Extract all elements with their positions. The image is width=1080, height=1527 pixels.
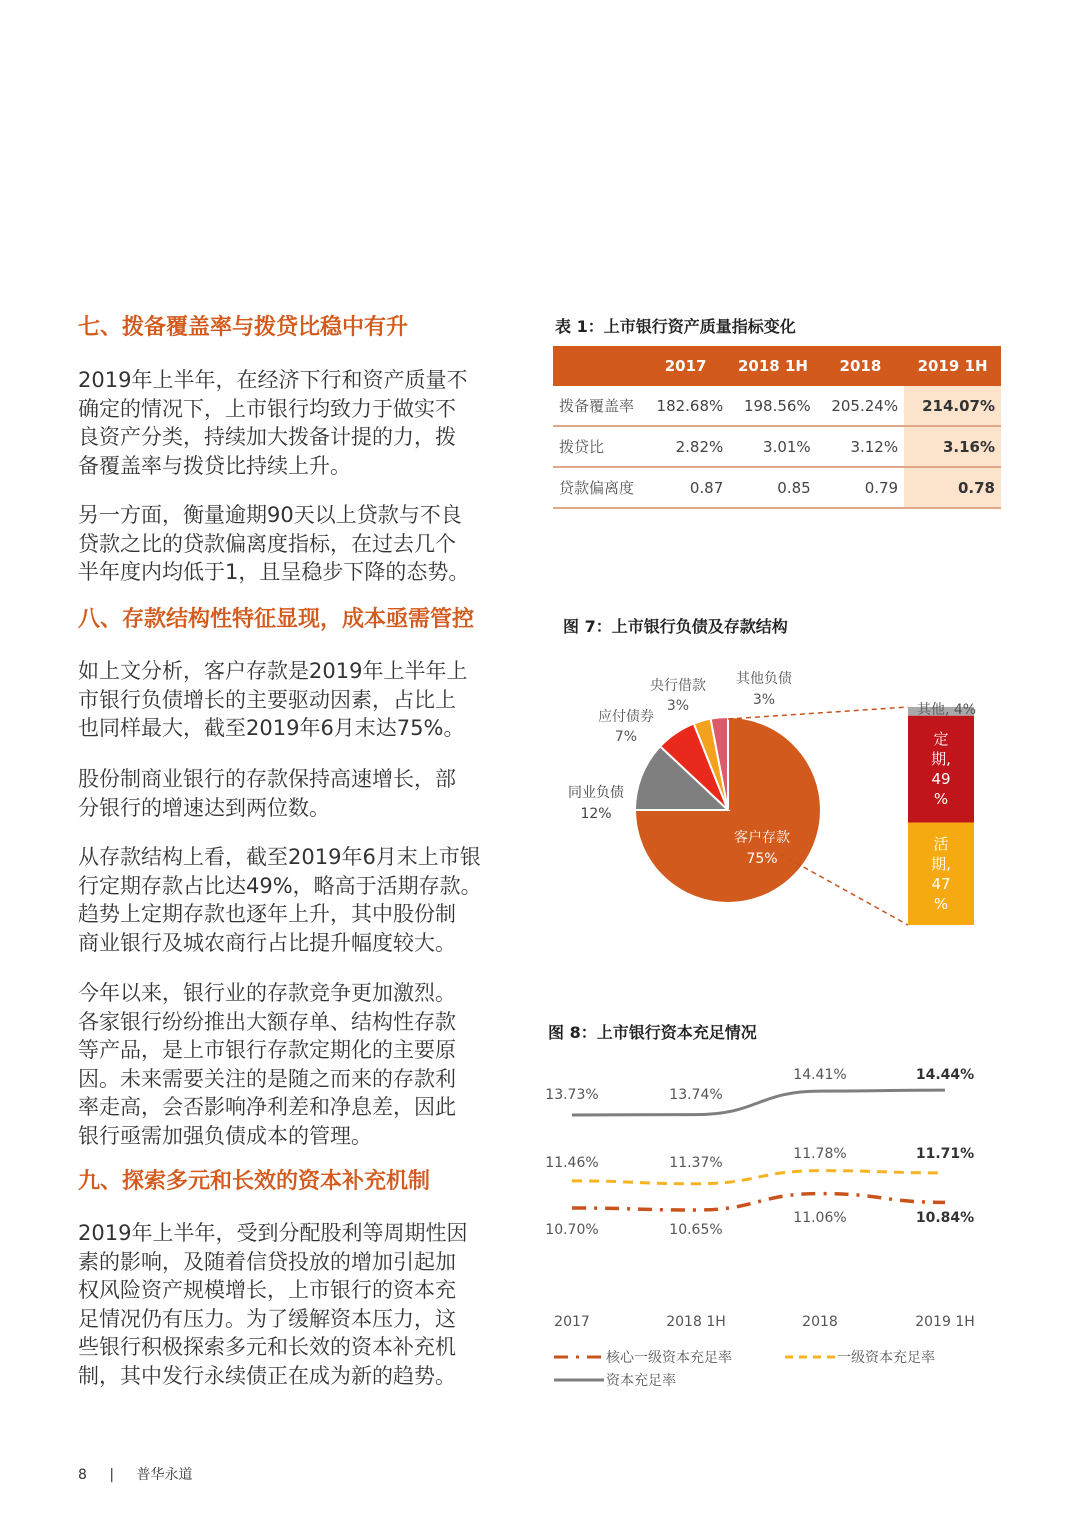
paragraph-line: 各家银行纷纷推出大额存单、结构性存款 bbox=[78, 1009, 456, 1034]
paragraph-line: 银行亟需加强负债成本的管理。 bbox=[78, 1123, 372, 1148]
section-title-1: 七、拨备覆盖率与拨贷比稳中有升 bbox=[78, 315, 409, 340]
asset-quality-table bbox=[553, 346, 1001, 509]
data-label: 11.46% bbox=[545, 1155, 599, 1171]
paragraph-line: 良资产分类，持续加大拨备计提的力，拨 bbox=[78, 425, 456, 449]
table-header-cell: 2018 bbox=[817, 346, 904, 386]
paragraph-line: 备覆盖率与拨贷比持续上升。 bbox=[78, 453, 351, 478]
slice-label-other: 其他负债 bbox=[736, 671, 792, 687]
section-1-paragraph bbox=[78, 366, 530, 480]
x-tick-label: 2019 1H bbox=[915, 1314, 975, 1330]
bar-text-char: % bbox=[933, 894, 949, 913]
table-cell: 2.82% bbox=[642, 426, 729, 467]
zoom-line-bottom bbox=[780, 854, 908, 925]
table-cell: 3.01% bbox=[729, 426, 816, 467]
table-cell: 0.87 bbox=[642, 467, 729, 508]
data-label: 14.44% bbox=[915, 1067, 975, 1083]
figure7-title: 图 7：上市银行负债及存款结构 bbox=[563, 617, 788, 636]
table-header-cell: 2017 bbox=[642, 346, 729, 386]
paragraph-line: 从存款结构上看，截至2019年6月末上市银 bbox=[78, 845, 481, 869]
slice-label-customer: 客户存款 bbox=[734, 830, 790, 846]
x-tick-label: 2017 bbox=[554, 1314, 590, 1330]
legend-label: 资本充足率 bbox=[606, 1373, 676, 1389]
table-cell: 0.85 bbox=[729, 467, 816, 508]
paragraph-line: 2019年上半年，在经济下行和资产质量不 bbox=[78, 368, 468, 392]
slice-pct-other: 3% bbox=[752, 692, 776, 708]
section-2-paragraph bbox=[78, 843, 530, 957]
paragraph-line: 率走高，会否影响净利差和净息差，因此 bbox=[78, 1095, 456, 1119]
paragraph-line: 2019年上半年，受到分配股利等周期性因 bbox=[78, 1221, 468, 1245]
series-line-1 bbox=[572, 1171, 945, 1184]
legend-label: 核心一级资本充足率 bbox=[606, 1350, 732, 1366]
figure8-title: 图 8：上市银行资本充足情况 bbox=[548, 1023, 757, 1042]
data-label: 13.74% bbox=[669, 1087, 723, 1103]
paragraph-line: 今年以来，银行业的存款竞争更加激烈。 bbox=[78, 981, 456, 1005]
data-label: 14.41% bbox=[793, 1067, 847, 1083]
data-label: 11.78% bbox=[793, 1146, 847, 1162]
data-label: 10.70% bbox=[545, 1222, 599, 1238]
table-cell: 205.24% bbox=[817, 386, 904, 426]
section-3-paragraph bbox=[78, 1219, 530, 1390]
section-2-paragraph bbox=[78, 657, 530, 743]
x-tick-label: 2018 1H bbox=[666, 1314, 726, 1330]
paragraph-line: 行定期存款占比达49%，略高于活期存款。 bbox=[78, 873, 482, 898]
bar-label-other: 其他, 4% bbox=[917, 702, 977, 718]
footer-brand: 普华永道 bbox=[136, 1467, 193, 1483]
paragraph-line: 确定的情况下，上市银行均致力于做实不 bbox=[78, 396, 456, 421]
paragraph-line: 制，其中发行永续债正在成为新的趋势。 bbox=[78, 1363, 456, 1388]
paragraph-line: 如上文分析，客户存款是2019年上半年上 bbox=[78, 659, 468, 683]
x-tick-label: 2018 bbox=[802, 1314, 838, 1330]
table-cell: 3.12% bbox=[817, 426, 904, 467]
table-cell: 182.68% bbox=[642, 386, 729, 426]
slice-pct-central: 3% bbox=[666, 698, 690, 714]
section-title-2: 八、存款结构性特征显现，成本亟需管控 bbox=[78, 607, 475, 632]
data-label: 11.37% bbox=[669, 1155, 723, 1171]
paragraph-line: 另一方面，衡量逾期90天以上贷款与不良 bbox=[78, 503, 462, 527]
page-number: 8 bbox=[78, 1467, 87, 1483]
capital-adequacy-line-chart bbox=[540, 1050, 1000, 1400]
table-header-cell: 2018 1H bbox=[729, 346, 816, 386]
bar-text-char: 47 bbox=[931, 874, 951, 893]
paragraph-line: 权风险资产规模增长，上市银行的资本充 bbox=[78, 1278, 456, 1302]
table-row bbox=[553, 426, 1001, 467]
row-label: 拨备覆盖率 bbox=[553, 386, 642, 426]
bar-text-char: 49 bbox=[931, 770, 951, 789]
liability-pie-chart bbox=[540, 640, 1040, 940]
slice-label-interbank: 同业负债 bbox=[568, 785, 624, 801]
series-line-0 bbox=[572, 1090, 945, 1115]
footer bbox=[78, 1464, 193, 1484]
section-2-paragraph bbox=[78, 765, 530, 822]
paragraph-line: 市银行负债增长的主要驱动因素，占比上 bbox=[78, 687, 456, 712]
paragraph-line: 趋势上定期存款也逐年上升，其中股份制 bbox=[78, 902, 456, 926]
legend-label: 一级资本充足率 bbox=[837, 1350, 935, 1366]
table-row bbox=[553, 467, 1001, 508]
series-line-2 bbox=[572, 1194, 945, 1210]
slice-pct-interbank: 12% bbox=[580, 806, 612, 822]
table-row bbox=[553, 386, 1001, 426]
slice-pct-payable: 7% bbox=[614, 729, 638, 745]
paragraph-line: 贷款之比的贷款偏离度指标，在过去几个 bbox=[78, 531, 456, 556]
data-label: 10.84% bbox=[915, 1210, 975, 1226]
bar-text-char: 活 bbox=[933, 834, 949, 853]
slice-label-central: 央行借款 bbox=[650, 678, 706, 694]
row-label: 拨贷比 bbox=[553, 426, 642, 467]
table1-title: 表 1：上市银行资产质量指标变化 bbox=[555, 317, 796, 336]
footer-separator: | bbox=[109, 1467, 115, 1483]
bar-text-char: 定 bbox=[933, 730, 949, 749]
paragraph-line: 等产品，是上市银行存款定期化的主要原 bbox=[78, 1038, 456, 1062]
bar-text-char: 期, bbox=[931, 854, 951, 873]
data-label: 11.71% bbox=[915, 1146, 975, 1162]
table-cell: 198.56% bbox=[729, 386, 816, 426]
table-header-cell: 2019 1H bbox=[904, 346, 1001, 386]
table-cell: 0.78 bbox=[904, 467, 1001, 508]
paragraph-line: 也同样最大，截至2019年6月末达75%。 bbox=[78, 716, 465, 740]
table-cell: 0.79 bbox=[817, 467, 904, 508]
table-cell: 3.16% bbox=[904, 426, 1001, 467]
section-1-paragraph bbox=[78, 501, 530, 587]
row-label: 贷款偏离度 bbox=[553, 467, 642, 508]
slice-pct-customer: 75% bbox=[746, 851, 778, 867]
table-header-cell bbox=[553, 346, 642, 386]
bar-text-char: % bbox=[933, 790, 949, 809]
zoom-line-top bbox=[728, 707, 908, 719]
paragraph-line: 股份制商业银行的存款保持高速增长，部 bbox=[78, 767, 456, 791]
paragraph-line: 商业银行及城农商行占比提升幅度较大。 bbox=[78, 930, 456, 955]
paragraph-line: 足情况仍有压力。为了缓解资本压力，这 bbox=[78, 1306, 456, 1331]
paragraph-line: 半年度内均低于1，且呈稳步下降的态势。 bbox=[78, 560, 470, 584]
table-cell: 214.07% bbox=[904, 386, 1001, 426]
data-label: 13.73% bbox=[545, 1087, 599, 1103]
slice-label-payable: 应付债券 bbox=[598, 709, 654, 725]
section-2-paragraph bbox=[78, 979, 530, 1150]
paragraph-line: 分银行的增速达到两位数。 bbox=[78, 795, 330, 820]
data-label: 10.65% bbox=[669, 1222, 723, 1238]
section-title-3: 九、探索多元和长效的资本补充机制 bbox=[78, 1169, 431, 1194]
data-label: 11.06% bbox=[793, 1210, 847, 1226]
bar-text-char: 期, bbox=[931, 750, 951, 769]
paragraph-line: 因。未来需要关注的是随之而来的存款利 bbox=[78, 1066, 456, 1091]
paragraph-line: 些银行积极探索多元和长效的资本补充机 bbox=[78, 1335, 456, 1359]
paragraph-line: 素的影响，及随着信贷投放的增加引起加 bbox=[78, 1249, 456, 1274]
